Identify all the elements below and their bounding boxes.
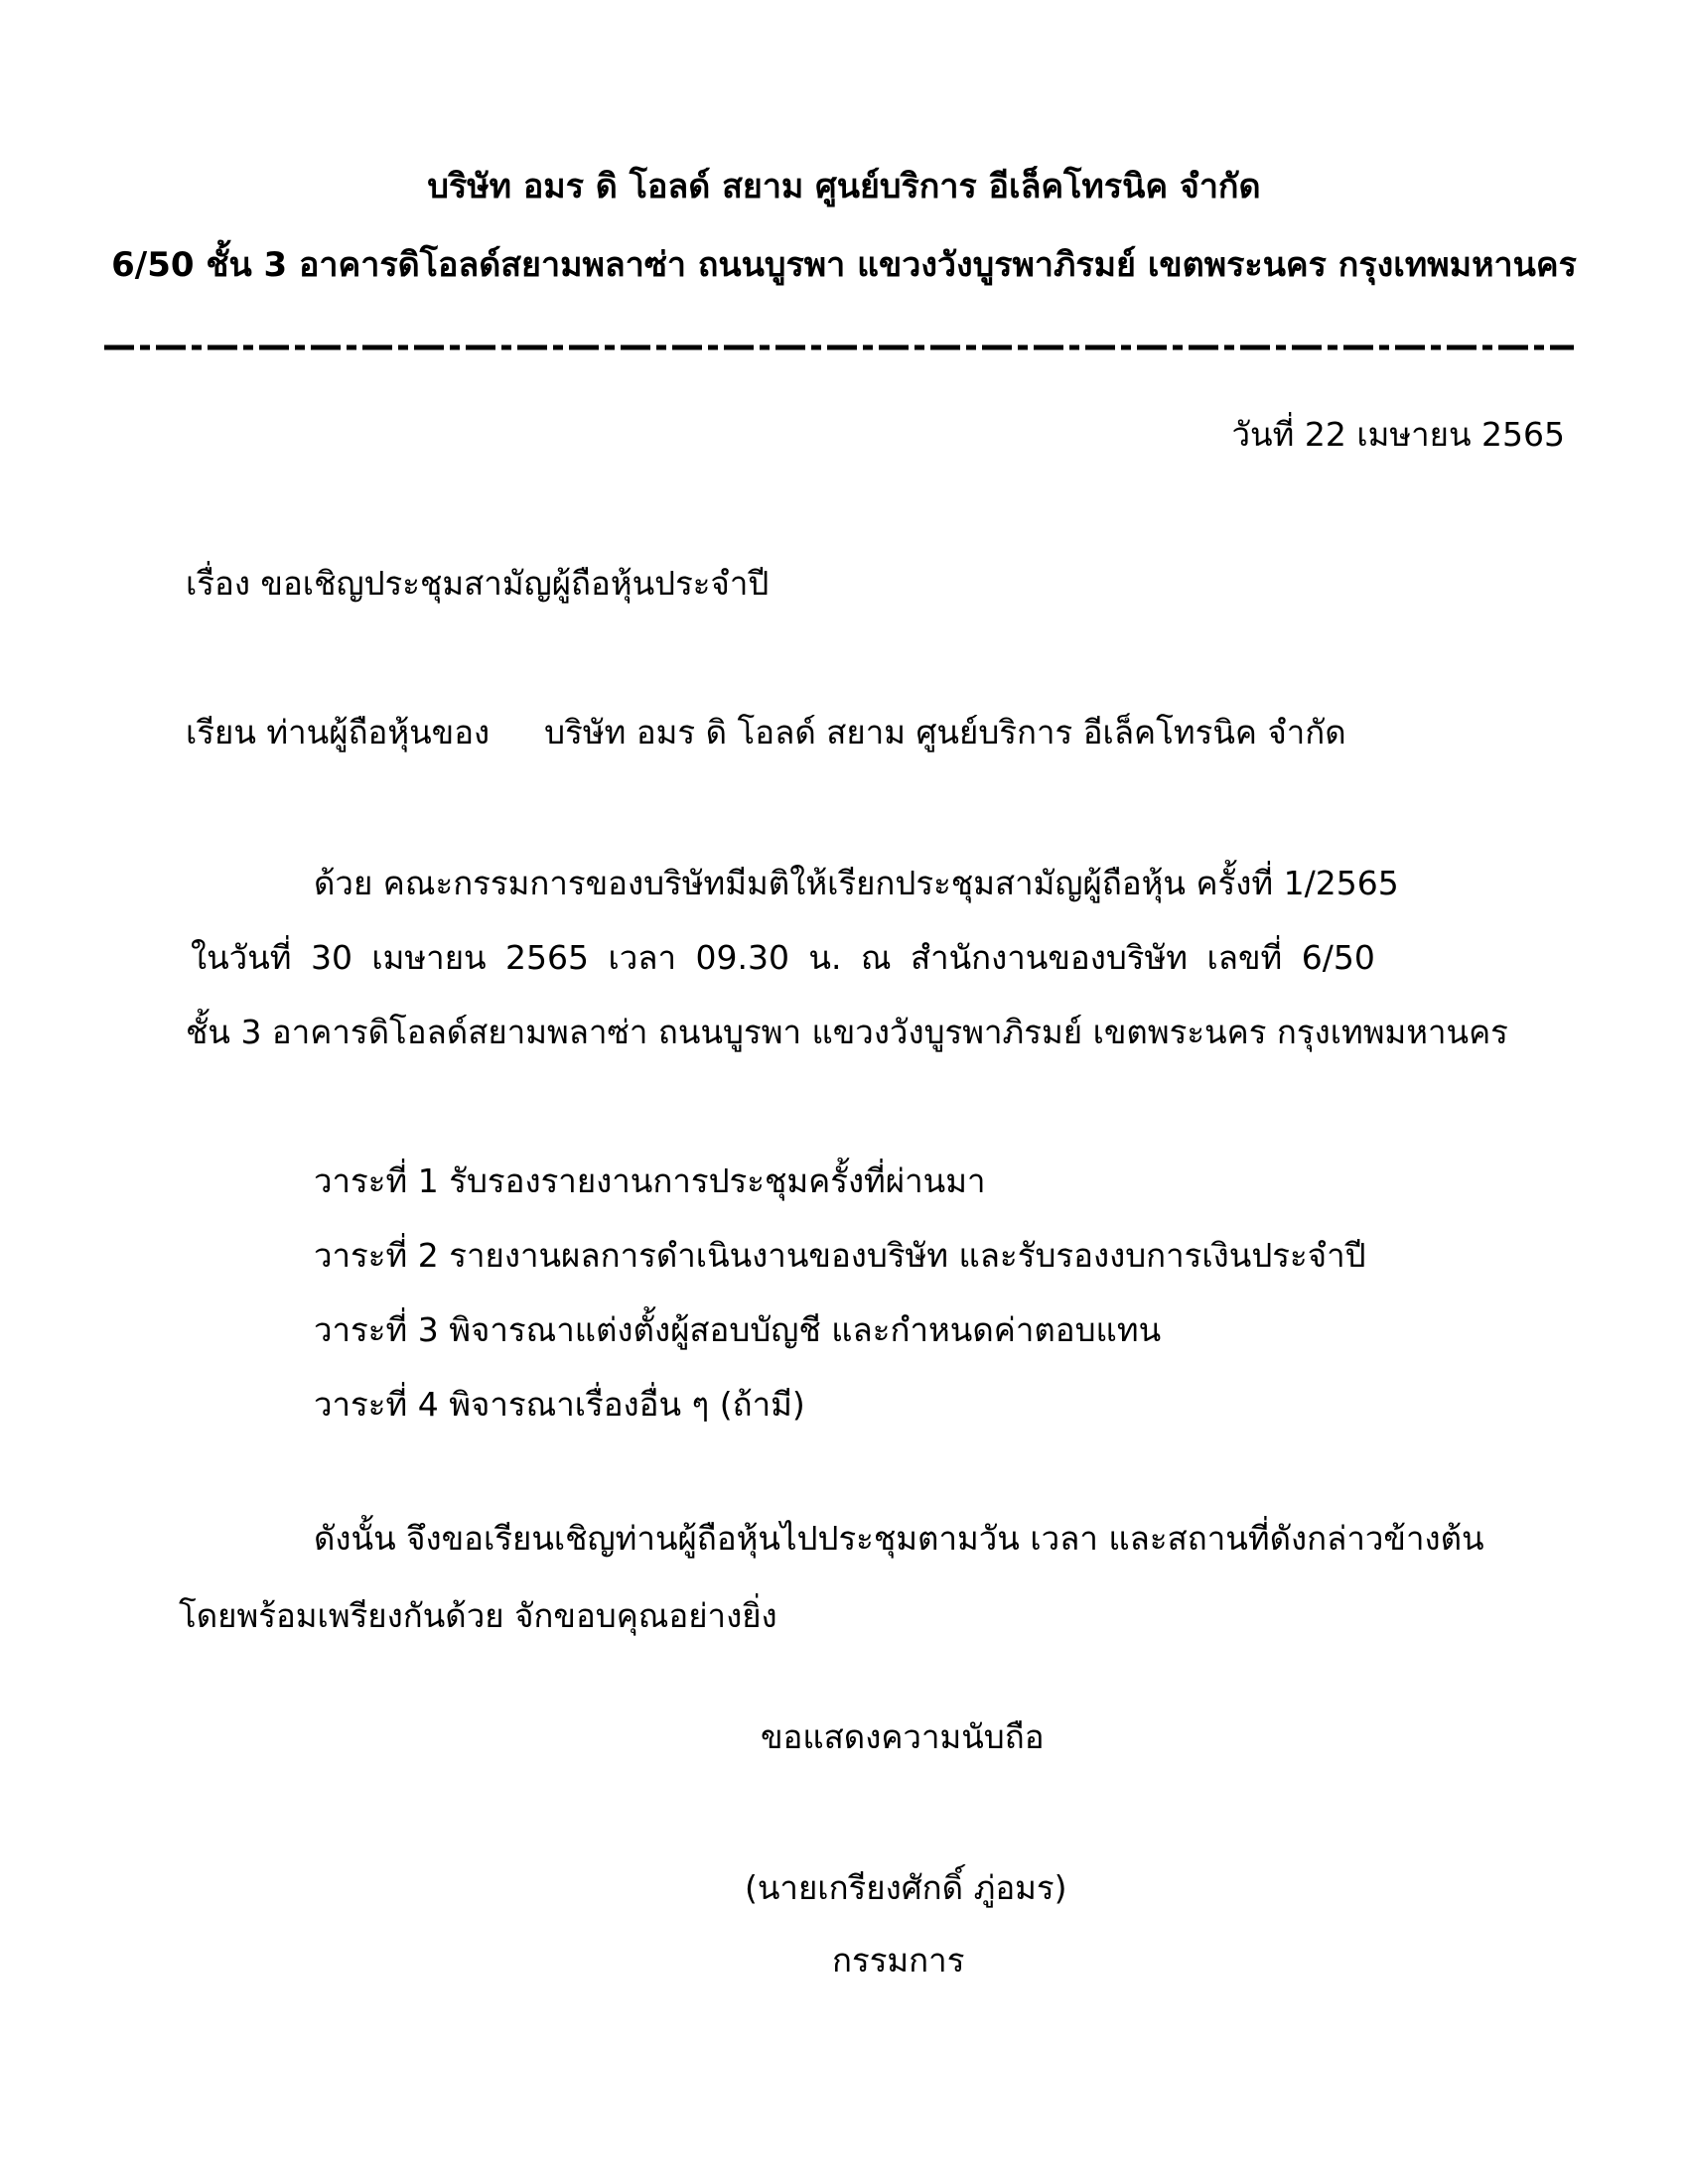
body-line-2-word: น.	[808, 938, 842, 977]
body-line-2	[191, 938, 1375, 978]
closing-line-2: โดยพร้อมเพรียงกันด้วย จักขอบคุณอย่างยิ่ง	[179, 1596, 777, 1635]
company-address-header: 6/50 ชั้น 3 อาคารดิโอลด์สยามพลาซ่า ถนนบูรพา แขวงวังบูรพาภิรมย์ เขตพระนคร กรุงเทพมหานคร	[111, 245, 1577, 285]
closing-line-1: ดังนั้น จึงขอเรียนเชิญท่านผู้ถือหุ้นไปประชุมตามวัน เวลา และสถานที่ดังกล่าวข้างต้น	[314, 1519, 1484, 1558]
recipient-prefix: เรียน ท่านผู้ถือหุ้นของ	[186, 713, 491, 751]
body-line-2-word: เมษายน	[371, 938, 487, 977]
body-line-2-word: 2565	[505, 938, 590, 977]
header-divider	[104, 342, 1574, 352]
body-line-2-word: 09.30	[695, 938, 789, 977]
company-name-header: บริษัท อมร ดิ โอลด์ สยาม ศูนย์บริการ อีเล็คโทรนิค จำกัด	[427, 167, 1261, 206]
body-line-2-word: 6/50	[1301, 938, 1375, 977]
body-line-3: ชั้น 3 อาคารดิโอลด์สยามพลาซ่า ถนนบูรพา แขวงวังบูรพาภิรมย์ เขตพระนคร กรุงเทพมหานคร	[186, 1013, 1508, 1051]
body-line-2-word: 30	[310, 938, 352, 977]
agenda-item: วาระที่ 1 รับรองรายงานการประชุมครั้งที่ผ่านมา	[314, 1161, 986, 1200]
body-line-2-word: ในวันที่	[191, 938, 292, 977]
agenda-item: วาระที่ 3 พิจารณาแต่งตั้งผู้สอบบัญชี และกำหนดค่าตอบแทน	[314, 1310, 1162, 1349]
letter-subject: เรื่อง ขอเชิญประชุมสามัญผู้ถือหุ้นประจำปี	[186, 564, 770, 603]
body-line-2-word: เวลา	[608, 938, 677, 977]
letter-date: วันที่ 22 เมษายน 2565	[1231, 415, 1565, 454]
recipient-company: บริษัท อมร ดิ โอลด์ สยาม ศูนย์บริการ อีเล็คโทรนิค จำกัด	[544, 713, 1346, 751]
closing-regards: ขอแสดงความนับถือ	[761, 1717, 1045, 1756]
letter-recipient	[186, 713, 1346, 752]
body-line-2-word: ณ	[860, 938, 892, 977]
body-line-2-word: สำนักงานของบริษัท	[910, 938, 1189, 977]
body-line-1: ด้วย คณะกรรมการของบริษัทมีมติให้เรียกประชุมสามัญผู้ถือหุ้น ครั้งที่ 1/2565	[314, 864, 1399, 902]
agenda-item: วาระที่ 2 รายงานผลการดำเนินงานของบริษัท และรับรองงบการเงินประจำปี	[314, 1236, 1366, 1275]
body-line-2-word: เลขที่	[1206, 938, 1283, 977]
signatory-name: (นายเกรียงศักดิ์ ภู่อมร)	[745, 1868, 1067, 1907]
signatory-title: กรรมการ	[832, 1941, 965, 1979]
agenda-item: วาระที่ 4 พิจารณาเรื่องอื่น ๆ (ถ้ามี)	[314, 1385, 805, 1424]
